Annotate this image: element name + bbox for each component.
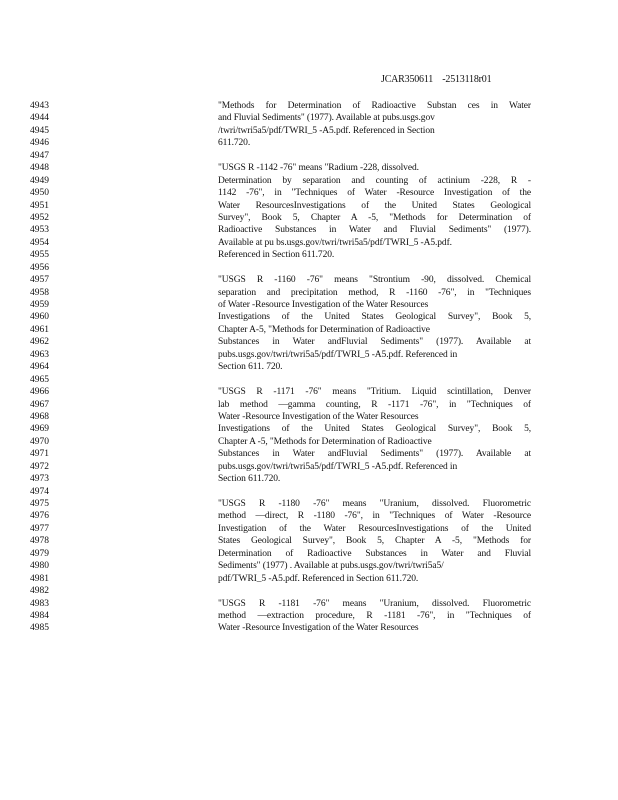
text-line xyxy=(0,622,618,634)
line-text: "USGS R -1181 -76" means "Uranium, dissolved. Fluorometric xyxy=(218,598,531,609)
line-number: 4984 xyxy=(30,610,49,621)
text-line xyxy=(0,237,618,249)
line-text: Chapter A -5, "Methods for Determination of Radioactive xyxy=(218,436,432,447)
text-line xyxy=(0,175,618,187)
line-text: Water -Resource Investigation of the Water Resources xyxy=(218,623,419,634)
line-number: 4985 xyxy=(30,623,49,634)
line-number: 4948 xyxy=(30,163,49,174)
line-number: 4970 xyxy=(30,436,49,447)
line-number: 4975 xyxy=(30,499,49,509)
line-text: Survey", Book 5, Chapter A -5, "Methods for Determination of xyxy=(218,212,531,223)
line-number: 4965 xyxy=(30,374,49,385)
line-number: 4959 xyxy=(30,300,49,310)
text-line xyxy=(0,411,618,423)
line-number: 4945 xyxy=(30,125,49,136)
text-line xyxy=(0,137,618,149)
line-text: /twri/twri5a5/pdf/TWRI_5 -A5.pdf. Referenced in Section xyxy=(218,125,435,136)
text-line xyxy=(0,560,618,572)
text-line xyxy=(0,200,618,212)
line-text: Sediments" (1977) . Available at pubs.usgs.gov/twri/twri5a5/ xyxy=(218,561,444,572)
line-number: 4962 xyxy=(30,337,49,348)
line-text: pdf/TWRI_5 -A5.pdf. Referenced in Section 611.720. xyxy=(218,573,419,584)
line-text: separation and precipitation method, R -1160 -76", in "Techniques xyxy=(218,287,531,298)
line-text: "USGS R -1160 -76" means "Strontium -90, dissolved. Chemical xyxy=(218,275,531,286)
line-text: pubs.usgs.gov/twri/twri5a5/pdf/TWRI_5 -A5.pdf. Referenced in xyxy=(218,461,458,472)
line-text: Water ResourcesInvestigations of the United States Geological xyxy=(218,200,531,211)
text-line xyxy=(0,535,618,547)
line-number: 4950 xyxy=(30,188,49,199)
line-text: pubs.usgs.gov/twri/twri5a5/pdf/TWRI_5 -A5.pdf. Referenced in xyxy=(218,349,458,360)
text-line xyxy=(0,324,618,336)
text-line xyxy=(0,548,618,560)
line-number: 4964 xyxy=(30,362,49,373)
line-number: 4973 xyxy=(30,474,49,485)
line-number: 4961 xyxy=(30,324,49,335)
line-number: 4963 xyxy=(30,349,49,360)
line-text: Determination by separation and counting of actinium -228, R - xyxy=(218,175,531,186)
text-line xyxy=(0,461,618,473)
line-text: "USGS R -1142 -76" means "Radium -228, dissolved. xyxy=(218,163,419,174)
line-number: 4977 xyxy=(30,523,49,534)
line-number: 4972 xyxy=(30,461,49,472)
text-line xyxy=(0,610,618,622)
line-number: 4951 xyxy=(30,200,49,211)
line-text: of Water -Resource Investigation of the Water Resources xyxy=(218,300,429,310)
line-number: 4944 xyxy=(30,113,49,124)
line-text: method —extraction procedure, R -1181 -76", in "Techniques of xyxy=(218,610,531,621)
text-line xyxy=(0,262,618,274)
line-number: 4949 xyxy=(30,175,49,186)
line-number: 4981 xyxy=(30,573,49,584)
line-text: "USGS R -1180 -76" means "Uranium, dissolved. Fluorometric xyxy=(218,499,531,509)
line-text: Investigations of the United States Geological Survey", Book 5, xyxy=(218,424,531,435)
text-line xyxy=(0,436,618,448)
document-header-id: JCAR350611 -2513118r01 xyxy=(381,74,492,85)
line-number: 4953 xyxy=(30,225,49,236)
line-text: 611.720. xyxy=(218,138,251,149)
line-text: Chapter A-5, "Methods for Determination of Radioactive xyxy=(218,324,430,335)
line-number: 4943 xyxy=(30,101,49,111)
text-line xyxy=(0,523,618,535)
line-number: 4957 xyxy=(30,275,49,286)
line-text: Referenced in Section 611.720. xyxy=(218,250,335,261)
text-line xyxy=(0,486,618,498)
line-number: 4947 xyxy=(30,150,49,161)
line-number: 4967 xyxy=(30,399,49,410)
line-text: Available at pu bs.usgs.gov/twri/twri5a5/pdf/TWRI_5 -A5.pdf. xyxy=(218,237,452,248)
line-number: 4983 xyxy=(30,598,49,609)
line-text: method —direct, R -1180 -76", in "Techniques of Water -Resource xyxy=(218,511,531,522)
line-number: 4955 xyxy=(30,250,49,261)
text-line xyxy=(0,598,618,610)
text-line xyxy=(0,573,618,585)
line-text: Radioactive Substances in Water and Fluvial Sediments" (1977). xyxy=(218,225,531,236)
text-line xyxy=(0,473,618,485)
line-number: 4969 xyxy=(30,424,49,435)
text-line xyxy=(0,374,618,386)
text-line xyxy=(0,100,618,112)
text-line xyxy=(0,311,618,323)
line-text: 1142 -76", in "Techniques of Water -Resource Investigation of the xyxy=(218,188,531,199)
document-body xyxy=(0,100,618,635)
line-number: 4980 xyxy=(30,561,49,572)
line-number: 4971 xyxy=(30,449,49,460)
text-line xyxy=(0,510,618,522)
line-text: Investigations of the United States Geological Survey", Book 5, xyxy=(218,312,531,323)
line-text: Substances in Water andFluvial Sediments" (1977). Available at xyxy=(218,449,531,460)
text-line xyxy=(0,125,618,137)
line-number: 4952 xyxy=(30,212,49,223)
line-number: 4946 xyxy=(30,138,49,149)
text-line xyxy=(0,162,618,174)
line-text: Water -Resource Investigation of the Water Resources xyxy=(218,411,419,422)
line-text: Section 611. 720. xyxy=(218,362,283,373)
line-text: lab method —gamma counting, R -1171 -76", in "Techniques of xyxy=(218,399,531,410)
text-line xyxy=(0,349,618,361)
line-text: Section 611.720. xyxy=(218,474,281,485)
text-line xyxy=(0,112,618,124)
line-number: 4968 xyxy=(30,411,49,422)
text-line xyxy=(0,585,618,597)
text-line xyxy=(0,299,618,311)
line-text: Investigation of the Water ResourcesInvestigations of the United xyxy=(218,523,531,534)
line-number: 4956 xyxy=(30,262,49,273)
text-line xyxy=(0,287,618,299)
text-line xyxy=(0,498,618,510)
line-text: "Methods for Determination of Radioactive Substan ces in Water xyxy=(218,101,531,111)
text-line xyxy=(0,336,618,348)
text-line xyxy=(0,386,618,398)
text-line xyxy=(0,399,618,411)
text-line xyxy=(0,249,618,261)
line-number: 4976 xyxy=(30,511,49,522)
text-line xyxy=(0,274,618,286)
text-line xyxy=(0,212,618,224)
text-line xyxy=(0,423,618,435)
line-number: 4978 xyxy=(30,536,49,547)
line-number: 4960 xyxy=(30,312,49,323)
line-number: 4982 xyxy=(30,586,49,597)
line-text: Substances in Water andFluvial Sediments" (1977). Available at xyxy=(218,337,531,348)
line-text: States Geological Survey", Book 5, Chapter A -5, "Methods for xyxy=(218,536,531,547)
line-number: 4974 xyxy=(30,486,49,497)
text-line xyxy=(0,361,618,373)
text-line xyxy=(0,448,618,460)
line-text: Determination of Radioactive Substances in Water and Fluvial xyxy=(218,548,531,559)
text-line xyxy=(0,187,618,199)
line-text: and Fluvial Sediments" (1977). Available at pubs.usgs.gov xyxy=(218,113,435,124)
line-text: "USGS R -1171 -76" means "Tritium. Liquid scintillation, Denver xyxy=(218,387,531,398)
text-line xyxy=(0,150,618,162)
line-number: 4958 xyxy=(30,287,49,298)
text-line xyxy=(0,224,618,236)
line-number: 4966 xyxy=(30,387,49,398)
line-number: 4954 xyxy=(30,237,49,248)
line-number: 4979 xyxy=(30,548,49,559)
